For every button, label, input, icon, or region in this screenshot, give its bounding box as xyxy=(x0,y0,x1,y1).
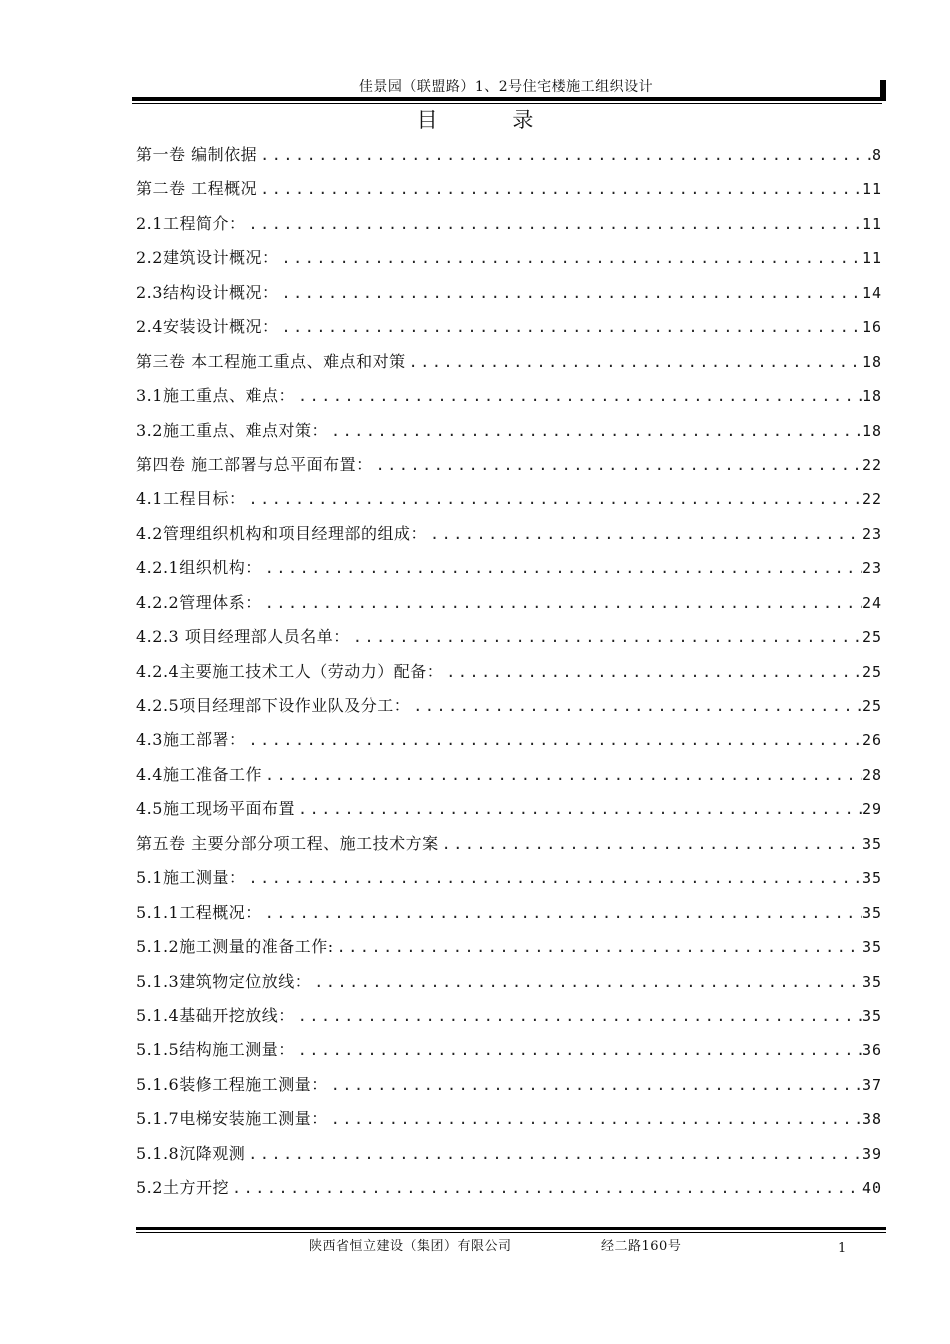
toc-entry[interactable] xyxy=(136,1137,882,1171)
toc-dot-leader xyxy=(262,551,862,585)
toc-entry-page: 8 xyxy=(871,146,882,164)
toc-entry-label: 3.2施工重点、难点对策： xyxy=(136,420,328,440)
toc-entry[interactable] xyxy=(136,241,882,275)
toc-dot-leader xyxy=(373,448,862,482)
toc-entry-page: 22 xyxy=(861,490,882,509)
toc-entry-label: 5.1.7电梯安装施工测量： xyxy=(136,1109,328,1129)
toc-entry-page: 35 xyxy=(861,869,882,888)
toc-dot-leader xyxy=(295,379,862,413)
toc-entry-page: 35 xyxy=(861,834,882,853)
toc-entry-label: 5.1.2施工测量的准备工作: xyxy=(136,937,334,957)
toc-entry-page: 38 xyxy=(861,1110,882,1129)
table-of-contents xyxy=(136,138,882,1206)
toc-entry-page: 28 xyxy=(861,765,882,784)
toc-entry[interactable] xyxy=(136,379,882,413)
toc-entry-label: 4.3施工部署： xyxy=(136,730,246,750)
toc-dot-leader xyxy=(410,689,862,723)
toc-entry-page: 25 xyxy=(861,662,882,681)
toc-dot-leader xyxy=(328,1068,862,1102)
toc-dot-leader xyxy=(262,758,862,792)
toc-entry-label: 5.1.5结构施工测量： xyxy=(136,1040,295,1060)
toc-entry[interactable] xyxy=(136,1068,882,1102)
toc-dot-leader xyxy=(350,620,862,654)
toc-entry-page: 35 xyxy=(861,972,882,991)
toc-entry[interactable] xyxy=(136,689,882,723)
toc-entry-label: 2.1工程简介： xyxy=(136,213,246,233)
toc-entry[interactable] xyxy=(136,551,882,585)
toc-entry[interactable] xyxy=(136,448,882,482)
toc-entry-label: 3.1施工重点、难点： xyxy=(136,386,295,406)
footer-address: 经二路160号 xyxy=(601,1239,682,1254)
toc-entry-label: 4.2.1组织机构： xyxy=(136,558,262,578)
toc-entry-page: 23 xyxy=(861,524,882,543)
toc-dot-leader xyxy=(439,827,862,861)
toc-entry[interactable] xyxy=(136,620,882,654)
toc-dot-leader xyxy=(406,345,862,379)
toc-entry-label: 5.2土方开挖 xyxy=(136,1178,229,1198)
toc-entry-label: 2.3结构设计概况： xyxy=(136,282,279,302)
page-number: 1 xyxy=(838,1241,847,1256)
toc-entry-label: 第五卷 主要分部分项工程、施工技术方案 xyxy=(136,833,439,853)
toc-dot-leader xyxy=(278,310,861,344)
toc-entry-page: 35 xyxy=(861,903,882,922)
toc-entry-label: 第三卷 本工程施工重点、难点和对策 xyxy=(136,351,406,371)
toc-dot-leader xyxy=(229,1171,862,1205)
footer-company: 陕西省恒立建设（集团）有限公司 xyxy=(309,1239,512,1254)
toc-entry[interactable] xyxy=(136,1102,882,1136)
toc-entry-page: 11 xyxy=(861,180,882,199)
toc-entry[interactable] xyxy=(136,930,882,964)
toc-dot-leader xyxy=(295,792,862,826)
toc-entry[interactable] xyxy=(136,999,882,1033)
toc-dot-leader xyxy=(295,999,862,1033)
toc-entry-label: 4.2.3 项目经理部人员名单： xyxy=(136,627,350,647)
toc-entry-label: 5.1.3建筑物定位放线： xyxy=(136,971,312,991)
toc-entry-page: 14 xyxy=(861,283,882,302)
toc-entry-page: 18 xyxy=(861,387,882,406)
toc-entry-label: 第一卷 编制依据 xyxy=(136,145,258,164)
toc-entry-label: 4.1工程目标： xyxy=(136,489,246,509)
toc-entry-label: 4.2.2管理体系： xyxy=(136,592,262,612)
toc-entry[interactable] xyxy=(136,207,882,241)
toc-entry[interactable] xyxy=(136,655,882,689)
footer-rule-thin xyxy=(136,1232,886,1233)
toc-dot-leader xyxy=(328,414,862,448)
toc-dot-leader xyxy=(295,1033,862,1067)
toc-entry[interactable] xyxy=(136,345,882,379)
toc-dot-leader xyxy=(245,207,861,241)
toc-entry-page: 35 xyxy=(861,1006,882,1025)
toc-entry[interactable] xyxy=(136,827,882,861)
toc-entry[interactable] xyxy=(136,896,882,930)
toc-dot-leader xyxy=(262,896,862,930)
toc-entry[interactable] xyxy=(136,172,882,206)
footer-rule xyxy=(136,1227,886,1230)
toc-entry-page: 18 xyxy=(861,352,882,371)
toc-dot-leader xyxy=(443,655,862,689)
toc-entry-page: 40 xyxy=(861,1179,882,1198)
toc-entry[interactable] xyxy=(136,1171,882,1205)
toc-dot-leader xyxy=(257,138,872,172)
toc-entry-page: 23 xyxy=(861,559,882,578)
toc-dot-leader xyxy=(328,1102,862,1136)
toc-entry[interactable] xyxy=(136,138,882,172)
toc-entry-page: 22 xyxy=(861,455,882,474)
toc-entry[interactable] xyxy=(136,414,882,448)
document-title: 佳景园（联盟路）1、2号住宅楼施工组织设计 xyxy=(358,79,654,95)
toc-entry[interactable] xyxy=(136,482,882,516)
toc-entry-page: 29 xyxy=(861,800,882,819)
toc-dot-leader xyxy=(245,861,861,895)
toc-entry-label: 4.2.5项目经理部下设作业队及分工： xyxy=(136,696,411,715)
toc-dot-leader xyxy=(245,1137,862,1171)
toc-dot-leader xyxy=(278,241,861,275)
toc-entry[interactable] xyxy=(136,758,882,792)
toc-entry-label: 4.2管理组织机构和项目经理部的组成： xyxy=(136,523,427,543)
toc-dot-leader xyxy=(245,482,861,516)
toc-entry-page: 25 xyxy=(861,697,882,715)
toc-entry-label: 5.1施工测量： xyxy=(136,868,246,888)
toc-entry-page: 25 xyxy=(861,628,882,647)
toc-dot-leader xyxy=(278,276,861,310)
toc-entry[interactable] xyxy=(136,586,882,620)
toc-dot-leader xyxy=(427,517,862,551)
toc-entry-page: 37 xyxy=(861,1075,882,1094)
toc-entry-page: 36 xyxy=(861,1041,882,1060)
toc-entry[interactable] xyxy=(136,723,882,757)
toc-entry-page: 35 xyxy=(861,938,882,957)
toc-entry-page: 11 xyxy=(861,214,882,233)
toc-dot-leader xyxy=(262,586,862,620)
toc-entry-label: 4.4施工准备工作 xyxy=(136,764,262,784)
toc-entry-page: 18 xyxy=(861,421,882,440)
toc-entry[interactable] xyxy=(136,276,882,310)
toc-dot-leader xyxy=(311,965,862,999)
toc-entry[interactable] xyxy=(136,1033,882,1067)
toc-entry-label: 第四卷 施工部署与总平面布置： xyxy=(136,454,373,474)
toc-entry[interactable] xyxy=(136,517,882,551)
toc-entry-page: 26 xyxy=(861,731,882,750)
toc-entry-label: 5.1.1工程概况： xyxy=(136,902,262,922)
toc-entry-label: 第二卷 工程概况 xyxy=(136,179,258,199)
toc-entry-label: 5.1.4基础开挖放线： xyxy=(136,1005,295,1025)
toc-entry-label: 2.4安装设计概况： xyxy=(136,317,279,337)
toc-entry-label: 5.1.8沉降观测 xyxy=(136,1143,246,1163)
toc-entry[interactable] xyxy=(136,861,882,895)
toc-entry-page: 11 xyxy=(861,249,882,268)
toc-entry[interactable] xyxy=(136,965,882,999)
toc-heading: 目 录 xyxy=(416,108,568,132)
toc-dot-leader xyxy=(334,930,862,964)
toc-dot-leader xyxy=(245,723,861,757)
toc-entry-page: 16 xyxy=(861,318,882,337)
toc-dot-leader xyxy=(257,172,862,206)
toc-entry-label: 4.5施工现场平面布置 xyxy=(136,799,295,819)
toc-entry[interactable] xyxy=(136,792,882,826)
toc-entry[interactable] xyxy=(136,310,882,344)
toc-entry-label: 5.1.6装修工程施工测量： xyxy=(136,1074,328,1094)
toc-entry-label: 4.2.4主要施工技术工人（劳动力）配备： xyxy=(136,661,444,681)
toc-entry-label: 2.2建筑设计概况： xyxy=(136,248,279,268)
toc-entry-page: 39 xyxy=(861,1144,882,1163)
header-rule xyxy=(132,97,886,101)
toc-entry-page: 24 xyxy=(861,593,882,612)
